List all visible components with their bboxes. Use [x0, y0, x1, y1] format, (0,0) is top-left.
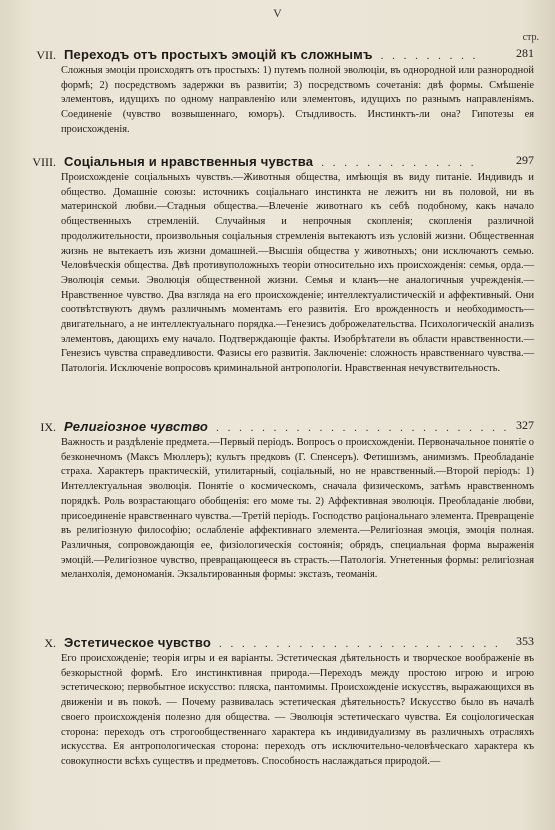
- section-page-ref: 327: [516, 418, 534, 432]
- section-title: Соціальныя и нравственныя чувства: [64, 154, 314, 169]
- page-column-label: стр.: [522, 32, 539, 43]
- section-title: Переходъ отъ простыхъ эмоцій къ сложнымъ: [64, 47, 373, 62]
- section-heading: [24, 418, 534, 436]
- section-title: Религіозное чувство: [64, 419, 209, 434]
- section-heading: [24, 634, 534, 652]
- section-number: VII.: [36, 48, 56, 62]
- page-number: V: [273, 6, 282, 20]
- toc-section-ix: [24, 418, 534, 583]
- toc-section-x: [24, 634, 534, 770]
- section-summary: Его происхожденіе; теорія игры и ея варіанты. Эстетическая дѣятельность и творческое воображеніе въ безкорыстной формѣ. Его инстинктивная природа.—Переходъ между простою игрою и игрою эстетическою; первобытное искусство: пляска, пантомимы. Происхожденіе искусствъ, выражающихся въ движеніи и въ покоѣ. — Почему развивалась эстетическая дѣятельность? Искусство было въ началѣ своего происхожденія полезно для общества. — Эволюція эстетическаго чувства. Ея соціологическая сторона: переходъ отъ строгообщественнаго характера къ индивидуализму въ различныхъ отрасляхъ искусства. Ея антропологическая сторона: переходъ отъ исключительно-человѣческаго характера къ совокупности всѣхъ существъ и предметовъ. Способность наслаждаться природой.—: [61, 653, 534, 767]
- section-number: X.: [44, 636, 56, 650]
- section-heading: [24, 46, 534, 64]
- section-page-ref: 353: [516, 634, 534, 648]
- toc-section-vii: [24, 46, 534, 138]
- dot-leader: . . . . . . . . . . . . . . . . . . . . . . . . . .: [216, 422, 510, 434]
- section-number: VIII.: [32, 155, 56, 169]
- section-page-ref: 281: [516, 46, 534, 60]
- toc-section-viii: [24, 153, 534, 377]
- section-summary: Сложныя эмоціи происходятъ отъ простыхъ: 1) путемъ полной эволюціи, въ однородной или разнородной формѣ; 2) посредствомъ задержки въ развитіи; 3) посредствомъ сочетанія: двѣ формы. Смѣшеніе элементовъ, идущихъ по одному направленію или элементовъ, идущихъ по разнымъ направленіямъ. Соединеніе (чувство возвышеннаго, юморъ). Стыдливость. Инстинктъ-ли она? Гипотезы ея происхожденія.: [61, 65, 534, 135]
- section-summary: Происхожденіе соціальныхъ чувствъ.—Животныя общества, имѣющія въ виду питаніе. Индивидъ и общество. Домашніе союзы: источникъ соціальнаго инстинкта не лежитъ ни въ половой, ни въ материнской любви.—Стадныя общества.—Влеченіе животнаго къ себѣ подобному, какъ начало общественныхъ стремленій. Случайныя и непрочныя скопленія; скопленія различной продолжительности, произвольныя соціальныя стремленія вытекаютъ изъ условій жизни. Общественная жизнь не вытекаетъ изъ жизни домашней.—Высшія общества у животныхъ; они исключаютъ семью. Человѣческія общества. Двѣ противуположныхъ теоріи относительно ихъ происхожденія: семья, орда.—Эволюція семьи. Эволюція общественной жизни. Семья и кланъ—не аналогичныя учрежденія.—Нравственное чувство. Два взгляда на его происхожденіе; интеллектуалистическій и аффективный. Они соотвѣтствуютъ двумъ различнымъ моментамъ его развитія. Его врожденность и необходимость—двигательнаго, а не интеллектуальнаго порядка.—Генезисъ доброжелательства. Психологическій анализъ элементовъ, дающихъ ему начало. Подтверждающіе факты. Изобрѣтатели въ области нравственности.—Генезисъ чувства справедливости. Фазисы его развитія. Заключеніе: сложность нравственнаго чувства.—Патологія. Исключеніе вопросовъ криминальной антропологіи. Нравственная нечувствительность.: [61, 172, 534, 375]
- section-heading: [24, 153, 534, 171]
- dot-leader: . . . . . . . . .: [380, 50, 479, 62]
- section-summary: Важность и раздѣленіе предмета.—Первый періодъ. Вопросъ о происхожденіи. Первоначальное понятіе о безконечномъ (Максъ Мюллеръ); культъ предковъ (Г. Спенсеръ). Фетишизмъ, анимизмъ. Преобладаніе страха. Характеръ практическій, утилитарный, соціальный, но не нравственный.—Второй періодъ: 1) Интеллектуальная эволюція. Понятіе о космическомъ, сначала физическомъ, затѣмъ нравственномъ порядкѣ. Роль возрастающаго обобщенія: его моме ты. 2) Аффективная эволюція. Преобладаніе любви, присоединеніе нравственнаго чувства.—Третій періодъ. Господство раціональнаго элемента. Превращеніе въ религіозную философію; ослабленіе аффективнаго элемента.—Религіозная эмоція, эмоція полная. Различныя, сопровождающія ее, физіологическія состоянія; обрядъ, специальная форма выраженія эмоцій.—Религіозное чувство, превращающееся въ страсть.—Патологія. Угнетенныя формы: религіозная меланхолія, демономанія. Экзальтированныя формы: экстазъ, теоманія.: [61, 437, 534, 581]
- section-page-ref: 297: [516, 153, 534, 167]
- section-number: IX.: [40, 420, 56, 434]
- section-title: Эстетическое чувство: [64, 635, 212, 650]
- dot-leader: . . . . . . . . . . . . . .: [321, 157, 477, 169]
- dot-leader: . . . . . . . . . . . . . . . . . . . . . . . . .: [219, 638, 501, 650]
